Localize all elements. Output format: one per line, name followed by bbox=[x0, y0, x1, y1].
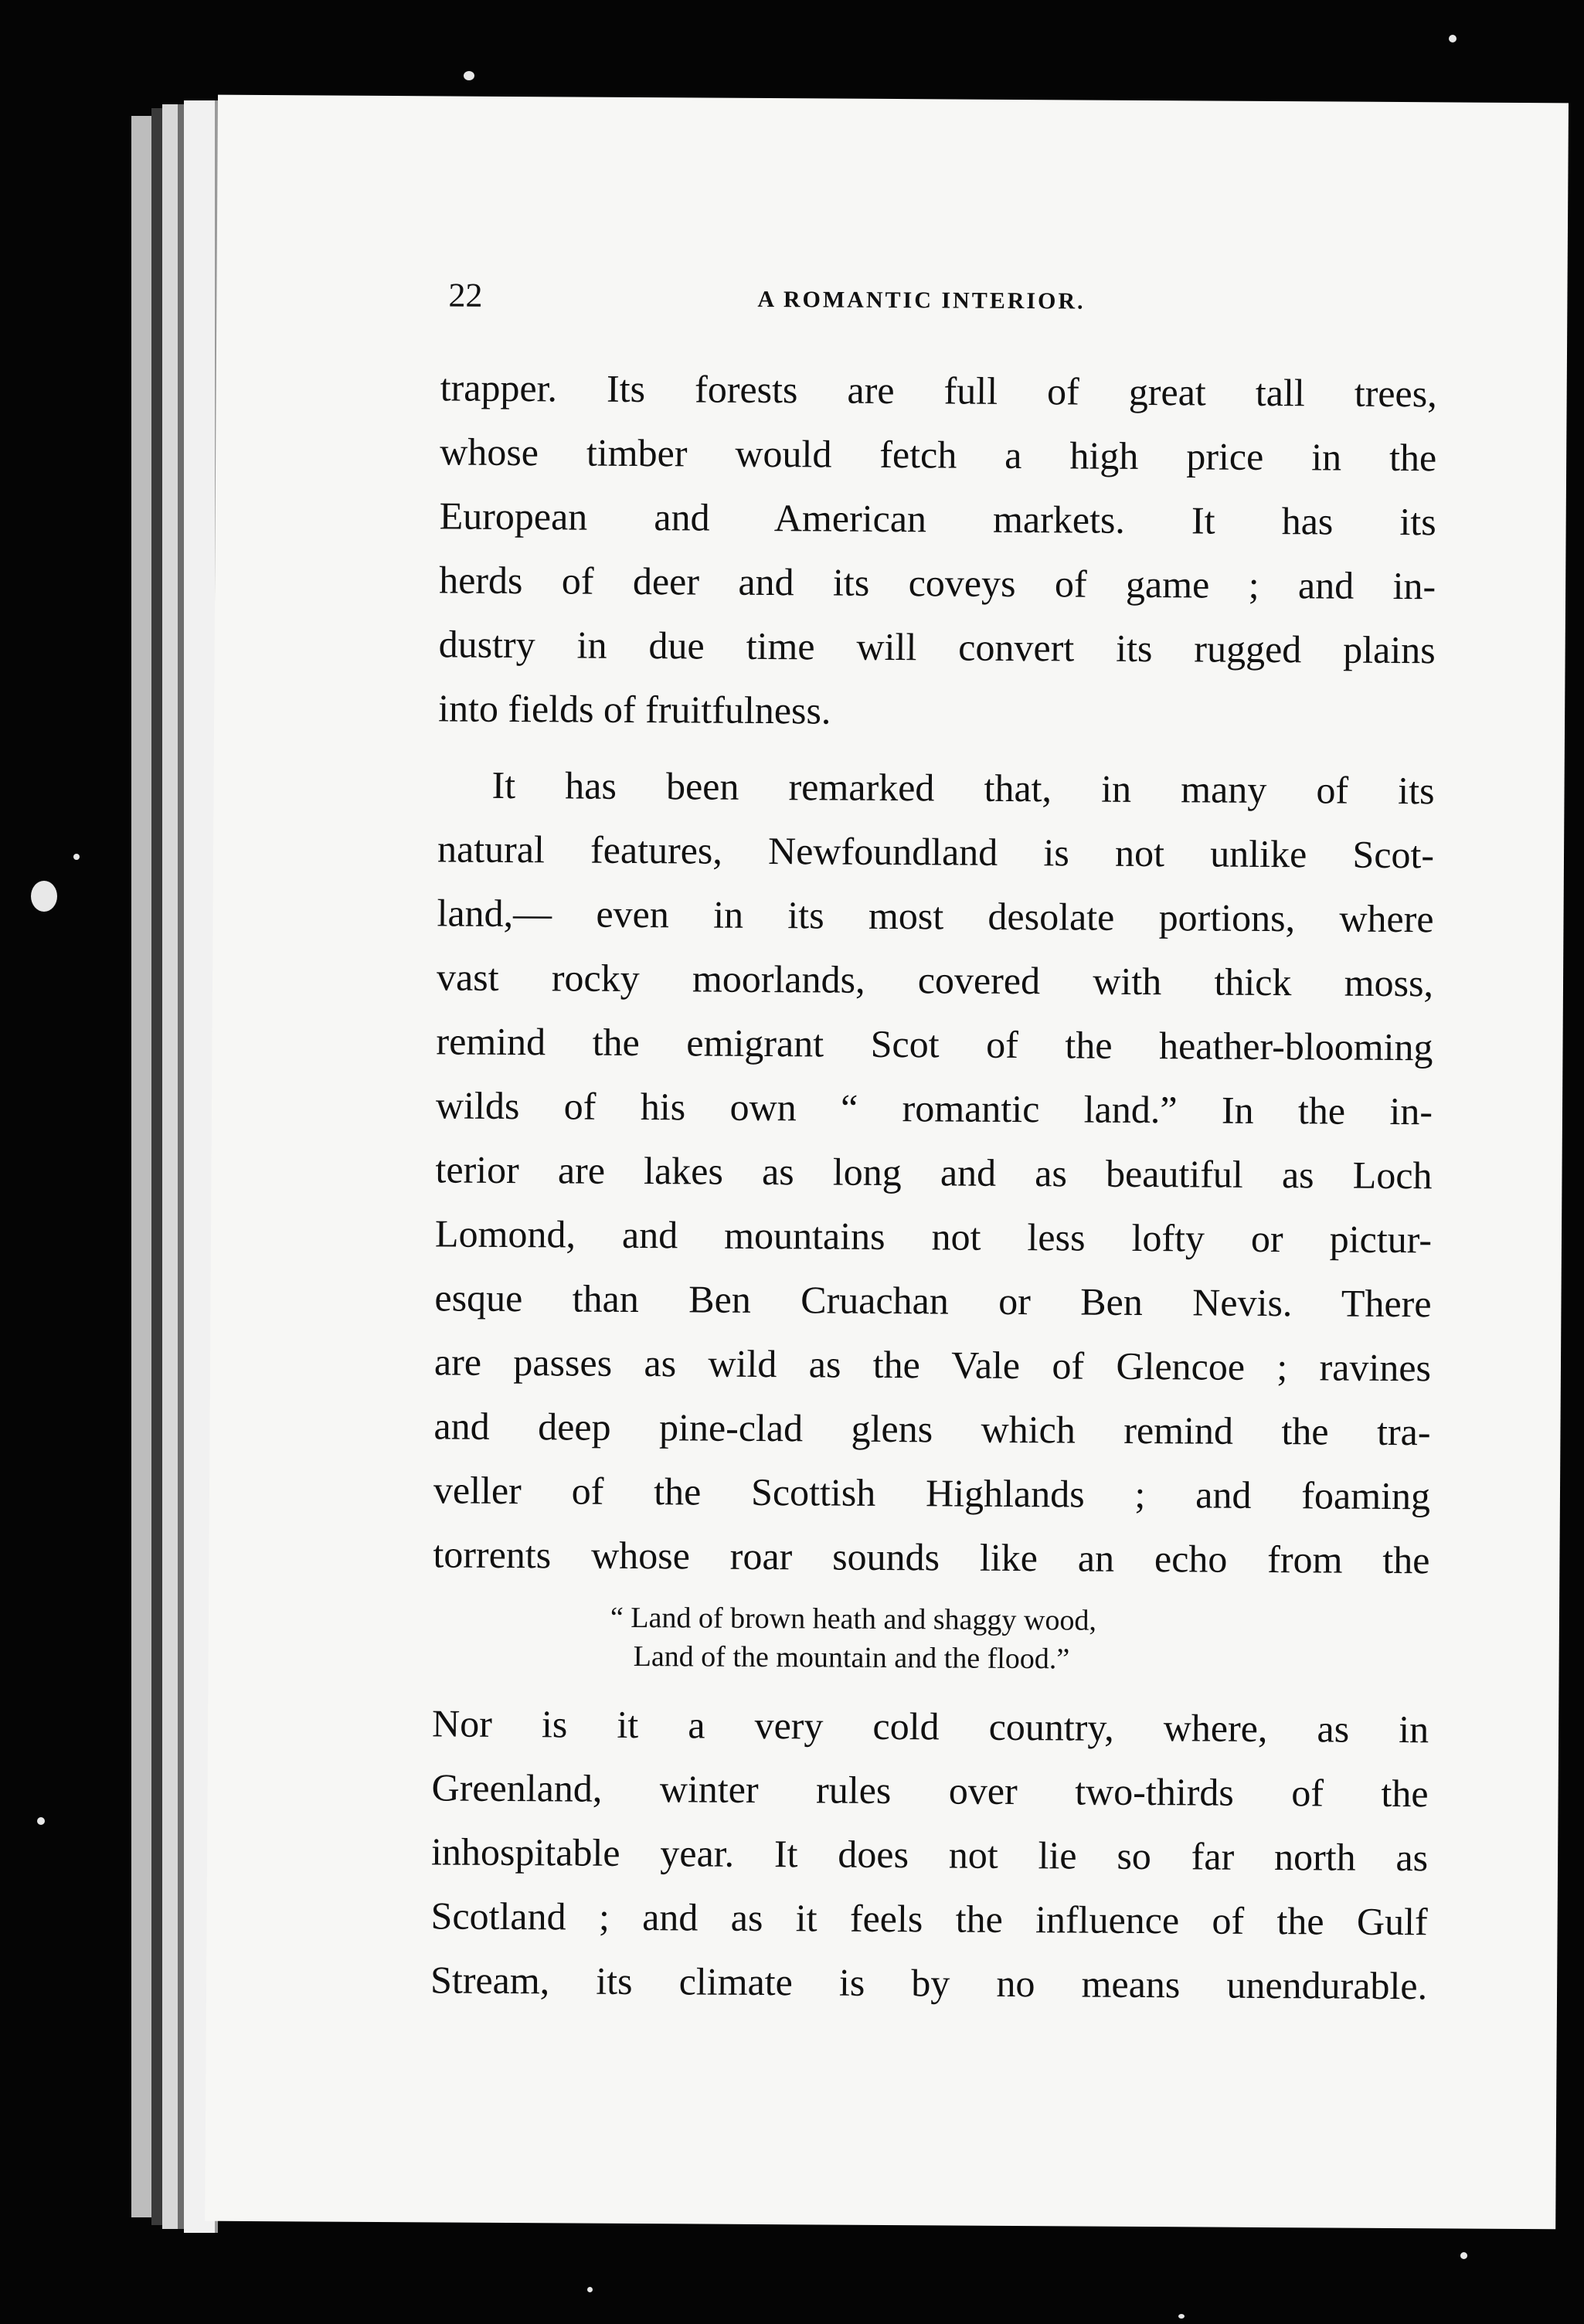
text-line: inhospitable year. It does not lie so far north as bbox=[430, 1830, 1429, 1880]
text-line: Stream, its climate is by no means unendurable. bbox=[430, 1958, 1428, 2008]
page-header bbox=[448, 275, 1422, 328]
page-number: 22 bbox=[448, 276, 483, 314]
dust-speck bbox=[1460, 2252, 1467, 2259]
quote-line: “ Land of brown heath and shaggy wood, bbox=[610, 1601, 1097, 1637]
text-line: wilds of his own “ romantic land.” In the in- bbox=[435, 1083, 1433, 1133]
verse-quote bbox=[610, 1599, 1245, 1680]
text-line: are passes as wild as the Vale of Glencoe ; ravines bbox=[433, 1340, 1432, 1390]
dust-speck bbox=[587, 2287, 593, 2292]
body-text bbox=[430, 355, 1437, 2018]
book-page bbox=[205, 95, 1569, 2230]
dust-speck bbox=[37, 1817, 45, 1825]
text-line: esque than Ben Cruachan or Ben Nevis. There bbox=[434, 1276, 1432, 1326]
text-line: terior are lakes as long and as beautiful as Loch bbox=[435, 1147, 1433, 1198]
text-line: Greenland, winter rules over two-thirds of the bbox=[431, 1765, 1429, 1816]
text-line: Scotland ; and as it feels the influence of the Gulf bbox=[430, 1894, 1428, 1944]
text-line: veller of the Scottish Highlands ; and foaming bbox=[433, 1468, 1431, 1518]
text-line: torrents whose roar sounds like an echo from the bbox=[433, 1532, 1430, 1582]
dust-speck bbox=[1178, 2314, 1185, 2319]
text-line: Lomond, and mountains not less lofty or pictur- bbox=[434, 1211, 1433, 1262]
running-head: A ROMANTIC INTERIOR. bbox=[757, 286, 1086, 314]
page-edge bbox=[162, 104, 178, 2229]
text-line: remind the emigrant Scot of the heather-blooming bbox=[436, 1019, 1433, 1069]
text-line: It has been remarked that, in many of its bbox=[491, 763, 1435, 813]
text-line: trapper. Its forests are full of great tall trees, bbox=[440, 365, 1437, 416]
dust-speck bbox=[464, 71, 474, 80]
text-line: land,— even in its most desolate portions, where bbox=[437, 891, 1434, 941]
quote-line: Land of the mountain and the flood.” bbox=[633, 1639, 1070, 1676]
dust-speck bbox=[1449, 35, 1457, 42]
text-line: herds of deer and its coveys of game ; and in- bbox=[439, 558, 1436, 608]
page-edge bbox=[131, 116, 151, 2217]
text-line: vast rocky moorlands, covered with thick moss, bbox=[436, 955, 1434, 1005]
text-line: into fields of fruitfulness. bbox=[438, 686, 831, 732]
page-edge bbox=[178, 104, 184, 2229]
text-line: Nor is it a very cold country, where, as in bbox=[431, 1701, 1429, 1751]
text-line: European and American markets. It has its bbox=[439, 494, 1436, 544]
page-edge bbox=[151, 108, 162, 2225]
text-line: natural features, Newfoundland is not unlike Scot- bbox=[437, 827, 1435, 877]
dust-speck bbox=[73, 854, 80, 860]
text-line: and deep pine-clad glens which remind the tra- bbox=[433, 1404, 1431, 1454]
text-line: whose timber would fetch a high price in the bbox=[440, 430, 1437, 480]
dust-speck bbox=[31, 881, 57, 912]
text-line: dustry in due time will convert its rugged plains bbox=[438, 622, 1436, 672]
